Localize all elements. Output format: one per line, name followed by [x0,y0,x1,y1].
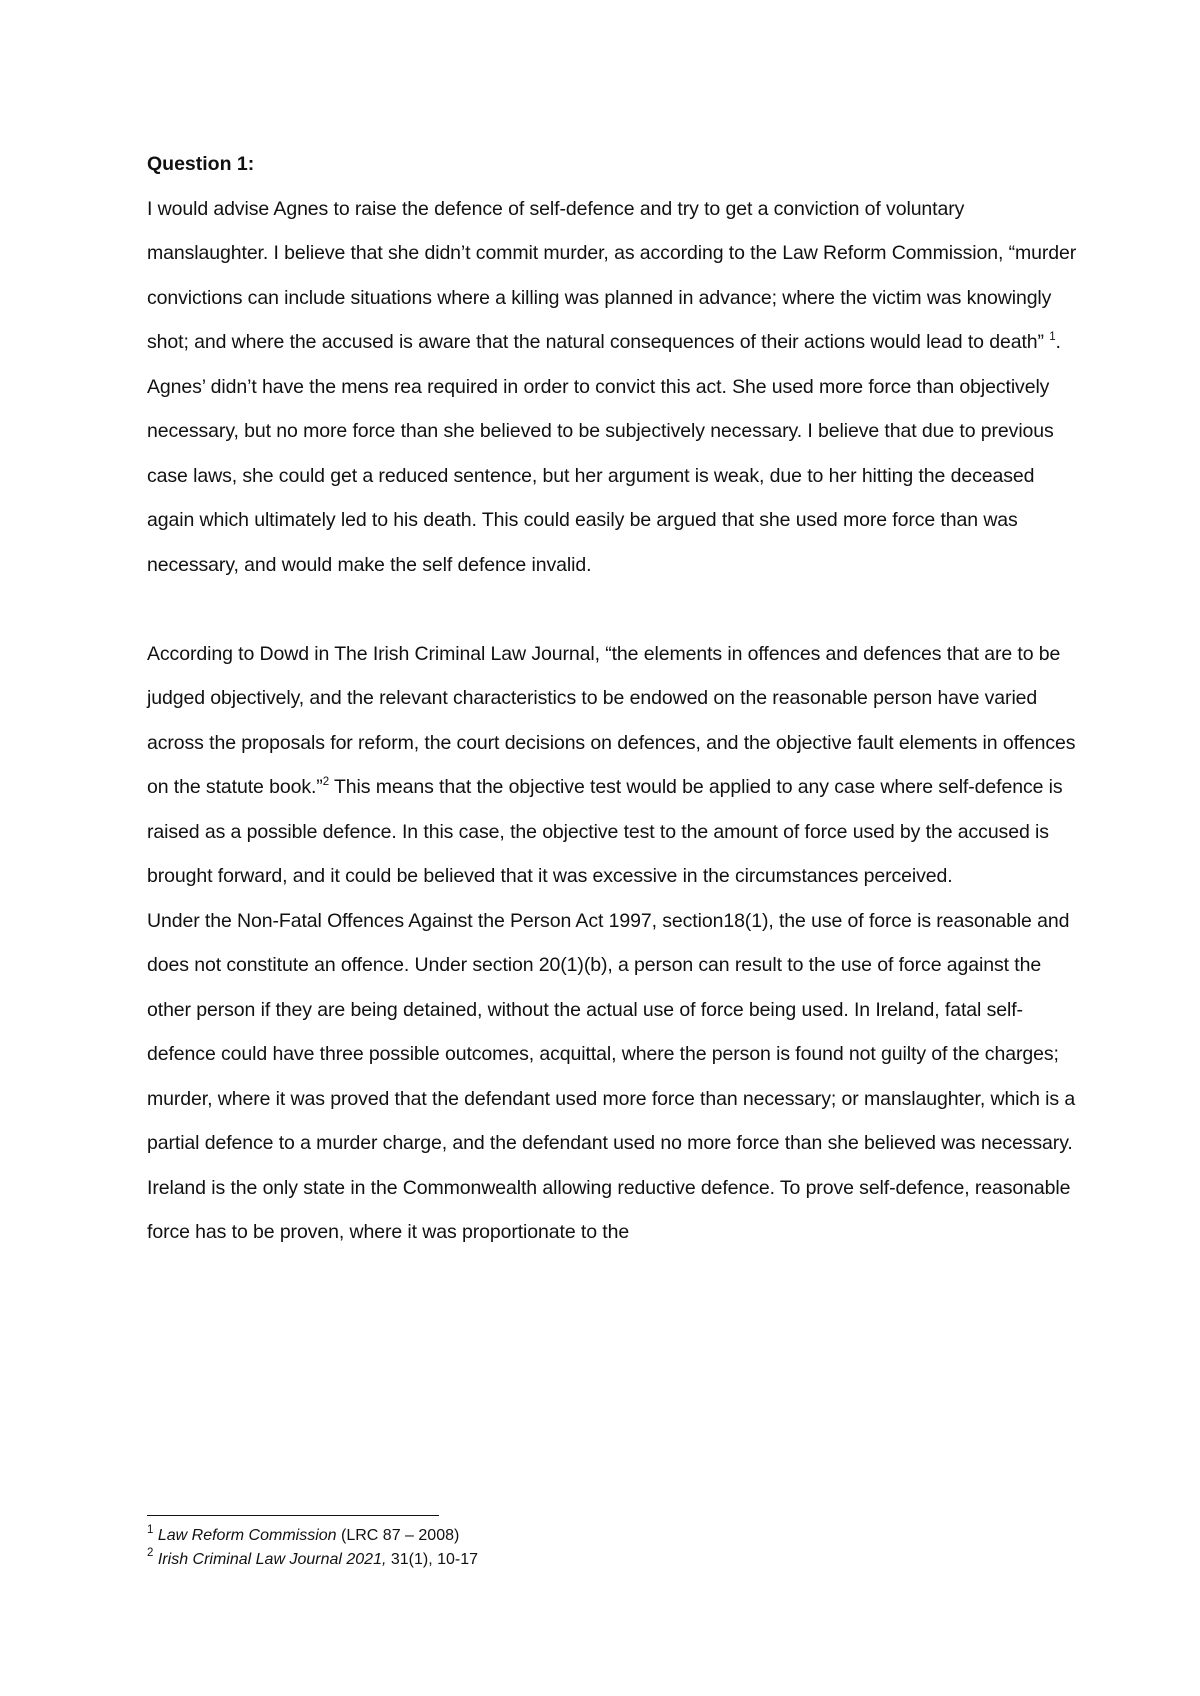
footnotes [147,1524,947,1571]
paragraph-1-text-a: I would advise Agnes to raise the defence of self-defence and try to get a conviction of voluntary manslaughter. I believe that she didn’t commit murder, as according to the Law Reform Commission, “murder convictions can include situations where a killing was planned in advance; where the victim was knowingly shot; and where the accused is aware that the natural consequences of their actions would lead to death” [147,197,1077,353]
question-heading: Question 1: [147,153,255,175]
footnote-2-source: Irish Criminal Law Journal 2021, [157,1550,387,1568]
paragraph-2 [147,632,1082,899]
footnote-1-number: 1 [147,1523,154,1536]
paragraph-1 [147,187,1082,588]
footnote-2 [147,1548,947,1572]
paragraph-2-text-a: According to Dowd in The Irish Criminal Law Journal, “the elements in offences and defences that are to be judged objectively, and the relevant characteristics to be endowed on the reasonable person have varied across the proposals for reform, the court decisions on defences, and the objective fault elements in offences on the statute book.” [147,642,1076,798]
footnote-ref-2: 2 [322,775,329,788]
footnote-1-source: Law Reform Commission [157,1527,337,1544]
paragraph-2-text-b: This means that the objective test would be applied to any case where self-defence is raised as a possible defence. In this case, the objective test to the amount of force used by the accused is brought forward, and it could be believed that it was excessive in the circumstances perceived. [147,776,1063,887]
paragraph-3: Under the Non-Fatal Offences Against the Person Act 1997, section18(1), the use of force is reasonable and does not constitute an offence. Under section 20(1)(b), a person can result to the use of force against the other person if they are being detained, without the actual use of force being used. In Ireland, fatal self-defence could have three possible outcomes, acquittal, where the person is found not guilty of the charges; murder, where it was proved that the defendant used more force than necessary; or manslaughter, which is a partial defence to a murder charge, and the defendant used no more force than she believed was necessary. Ireland is the only state in the Commonwealth allowing reductive defence. To prove self-defence, reasonable force has to be proven, where it was proportionate to the [147,909,1076,1243]
footnote-ref-1: 1 [1049,330,1056,343]
footnote-2-detail: 31(1), 10-17 [386,1550,479,1568]
footnote-1-detail: (LRC 87 – 2008) [336,1527,460,1544]
footnote-2-number: 2 [147,1547,154,1560]
document-body [147,142,1082,1255]
paragraph-1-text-b: . Agnes’ didn’t have the mens rea required in order to convict this act. She used more force than objectively necessary, but no more force than she believed to be subjectively necessary. I believe that due to previous case laws, she could get a reduced sentence, but her argument is weak, due to her hitting the deceased again which ultimately led to his death. This could easily be argued that she used more force than was necessary, and would make the self defence invalid. [147,331,1061,576]
footnote-separator [147,1515,439,1516]
paragraph-spacer [147,587,1082,632]
footnote-1 [147,1524,947,1548]
